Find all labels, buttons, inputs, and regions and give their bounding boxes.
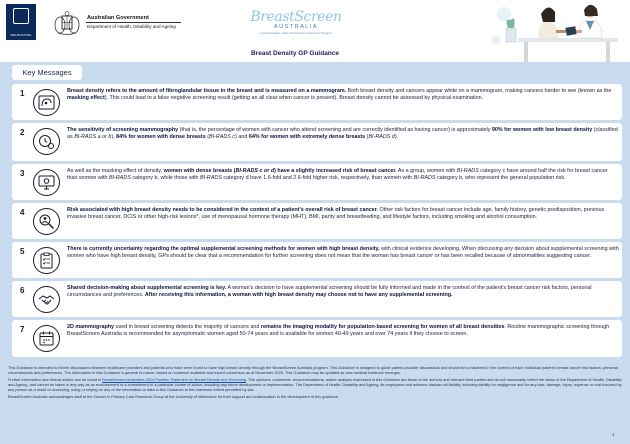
message-number: 3 <box>20 169 25 178</box>
message-icon-frame <box>33 169 60 196</box>
message-text-run: Breast density refers to the amount of fibroglandular tissue in the breast and is measured on a mammogram. <box>67 88 347 94</box>
message-text-run: BI-RADS c <box>209 134 236 141</box>
message-text-run: After receiving this information, a woman with high breast density may choose not to have any supplemental screening. <box>144 292 453 299</box>
clipboard-checklist-icon <box>38 252 55 269</box>
message-text <box>67 168 619 183</box>
message-text-run: (that is, the percentage of women with cancer who attend screening and are correctly identified as having cancer) is approximately <box>178 127 492 133</box>
message-text-run: (classified as <box>67 127 618 141</box>
message-text-run: BI-RADS c or d <box>235 168 275 174</box>
message-text-run: . Routine mammographic screening through BreastScreen Australia is recommended for asymptomatic women aged 50-74 years and is available for women 40-49 years and over 74 years if they choose to screen. <box>67 324 610 338</box>
message-icon-frame <box>33 286 60 313</box>
message-text-run: ). <box>394 134 399 141</box>
message-text-run: ) have a slightly increased risk of breast cancer. <box>274 168 397 174</box>
message-text-run: ( <box>205 134 210 141</box>
message-text-run: As well as the masking effect of density, <box>67 168 164 174</box>
footer-disclaimer-paragraph <box>8 378 626 393</box>
message-text-run: ). This could lead to a false negative screening result (getting an all clear when cancer is present). Breast density cannot be assessed by physical examination. <box>104 95 484 102</box>
doctor-patient-illustration <box>486 0 630 62</box>
australian-government-crest-icon <box>52 10 82 36</box>
government-divider <box>86 22 181 23</box>
message-icon-frame <box>33 89 60 116</box>
message-text-run: BI-RADS <box>200 175 222 182</box>
key-message-card <box>12 320 622 357</box>
breastscreen-logo-tagline: A joint Australian, State and Territory Government Program <box>259 31 333 35</box>
department-name: Department of Health, Disability and Ageing <box>87 24 176 29</box>
university-logo-text: MELBOURNE <box>10 33 32 37</box>
message-text-run: masking effect <box>67 95 105 102</box>
position-statement-link[interactable]: BreastScreen Australia's 2024 Position Statement on Breast Density and Screening <box>102 377 246 383</box>
breastscreen-logo <box>248 10 344 35</box>
message-text-run: Other risk factors for breast cancer include age, family history, genetic predisposition, previous invasive breast cancer, DCIS or other high-risk lesions*, use of menopausal hormone therapy (MHT), BMI, parity and breastfeeding, and lifestyle factors, including smoking and alcohol consumption. <box>67 207 605 221</box>
footer-disclaimer-lead: Further information and clinical advice can be found in <box>8 377 103 383</box>
magnifier-person-icon <box>38 213 55 230</box>
message-icon-frame <box>33 247 60 274</box>
message-text-run: As a group, women with <box>396 168 457 174</box>
message-text-run: BI-RADS d <box>368 134 395 141</box>
message-text-run: women with dense breasts ( <box>163 168 236 174</box>
message-text-run: BI-RADS <box>456 168 479 174</box>
guidance-title: Breast Density GP Guidance <box>250 50 340 57</box>
message-icon-frame <box>33 325 60 352</box>
key-message-card <box>12 123 622 161</box>
key-message-card <box>12 242 622 278</box>
footer-acknowledgement-paragraph: BreastScreen Australia acknowledges staff at the Cancer in Primary Care Research Group at the University of Melbourne for their support and collaboration in the development of this guidance. <box>8 394 340 400</box>
message-text <box>67 207 619 222</box>
key-message-card <box>12 164 622 200</box>
message-text <box>67 324 619 339</box>
breastscreen-logo-name: BreastScreen <box>250 9 342 25</box>
handshake-icon <box>38 291 55 308</box>
university-crest-icon <box>13 8 29 24</box>
message-text-run: Risk associated with high breast density needs to be considered in the context of a patient's overall risk of breast cancer. <box>67 207 379 213</box>
message-text-run: The sensitivity of screening mammography <box>67 127 179 133</box>
message-text-run: BI-RADS a or b <box>74 134 112 141</box>
calendar-icon <box>38 330 55 347</box>
message-text-run: Both breast density and cancers appear white on a mammogram, making cancers harder to see (known as the <box>346 88 612 94</box>
message-text <box>67 88 619 103</box>
message-text-run: 64% for women with extremely dense breasts <box>248 134 366 141</box>
message-text-run: remains the imaging modality for population-based screening for women of all breast densities <box>260 324 505 330</box>
message-text-run: category c have around half the risk for breast cancer than women with <box>67 168 608 182</box>
message-text-run: category b, who represent the general population risk. <box>435 175 566 182</box>
key-messages-heading: Key Messages <box>12 65 82 80</box>
message-text <box>67 127 619 142</box>
message-text-run: Shared decision-making about supplemental screening is key. <box>67 285 227 291</box>
footer-disclaimer-body: . The opinions, comments, recommendations, and/or analysis expressed in this Guidance are those of the authors and relevant third parties and do not necessarily reflect the views of the Department of Health, Disability and Ageing, and cannot be taken in any way as an endorsement or a commitment to a particular course of action, including any future development or implementation. The Department of Health, Disability and Ageing, its employees and advisers disclaim all liability, including liability for negligence and for any loss, damage, injury, expense or cost incurred by any person as a result of accessing, using or relying on any of the information or data in this Guidance to the maximum extent permitted by law. <box>8 377 622 393</box>
message-text-run: BI-RADS <box>413 175 436 182</box>
message-number: 7 <box>20 325 25 334</box>
message-text-run: category b, while those with <box>130 175 201 182</box>
message-text-run: 84% for women with dense breasts <box>116 134 206 141</box>
message-icon-frame <box>33 128 60 155</box>
monitor-gear-icon <box>38 174 55 191</box>
message-text-run: with clinical evidence developing. When discussing any decision about supplemental screening with women who have high breast density, GPs should be clear that a recommendation for further screening does not mean that the woman has breast cancer or has been recalled because of abnormalities suggesting cancer. <box>67 246 619 260</box>
page-header <box>0 0 630 62</box>
footer-intro-paragraph: This Guidance is intended to inform discussions between healthcare providers and patients who have been found to have high breast density through the BreastScreen Australia program. This Guidance is designed to guide patient-provider discussions and should be considered in the context of each individual patient's breast cancer risk factors, personal circumstances and preferences. The information in this Guidance is general in nature, based on evidence available and expert consensus as of November 2025. This Guidance may be updated as new medical evidence emerges. <box>8 365 618 375</box>
mammogram-icon <box>38 94 55 111</box>
message-number: 5 <box>20 247 25 256</box>
key-message-card <box>12 84 622 120</box>
message-number: 2 <box>20 128 25 137</box>
message-text-run: ( <box>365 134 369 141</box>
message-number: 4 <box>20 208 25 217</box>
message-text-run: 2D mammography <box>67 324 115 330</box>
message-number: 6 <box>20 286 25 295</box>
message-text <box>67 246 619 261</box>
message-text-run: ) and <box>235 134 249 141</box>
page-number: 1 <box>612 432 615 437</box>
government-name: Australian Government <box>87 15 149 21</box>
key-message-card <box>12 203 622 239</box>
message-text <box>67 285 619 300</box>
breastscreen-logo-country: AUSTRALIA <box>273 24 319 30</box>
message-text-run: ), <box>111 134 117 141</box>
message-text-run: 90% for women with low breast density <box>491 127 593 133</box>
university-of-melbourne-logo <box>6 4 36 40</box>
message-text-run: A woman's decision to have supplemental screening should be fully informed and made in the context of the patient's breast cancer risk factors, personal circumstances and preferences. <box>67 285 592 299</box>
message-icon-frame <box>33 208 60 235</box>
message-text-run: BI-RADS <box>108 175 131 182</box>
message-text-run: used in breast screening detects the majority of cancers and <box>114 324 261 330</box>
key-message-card <box>12 281 622 317</box>
disclaimer-footer <box>8 366 626 403</box>
message-text-run: There is currently uncertainty regarding the optimal supplemental screening methods for women with high breast density, <box>67 246 380 252</box>
clock-gear-icon <box>38 133 55 150</box>
message-text-run: category d have 1.6-fold and 2.6-fold higher risk, respectively, than women with <box>221 175 414 182</box>
message-number: 1 <box>20 89 25 98</box>
